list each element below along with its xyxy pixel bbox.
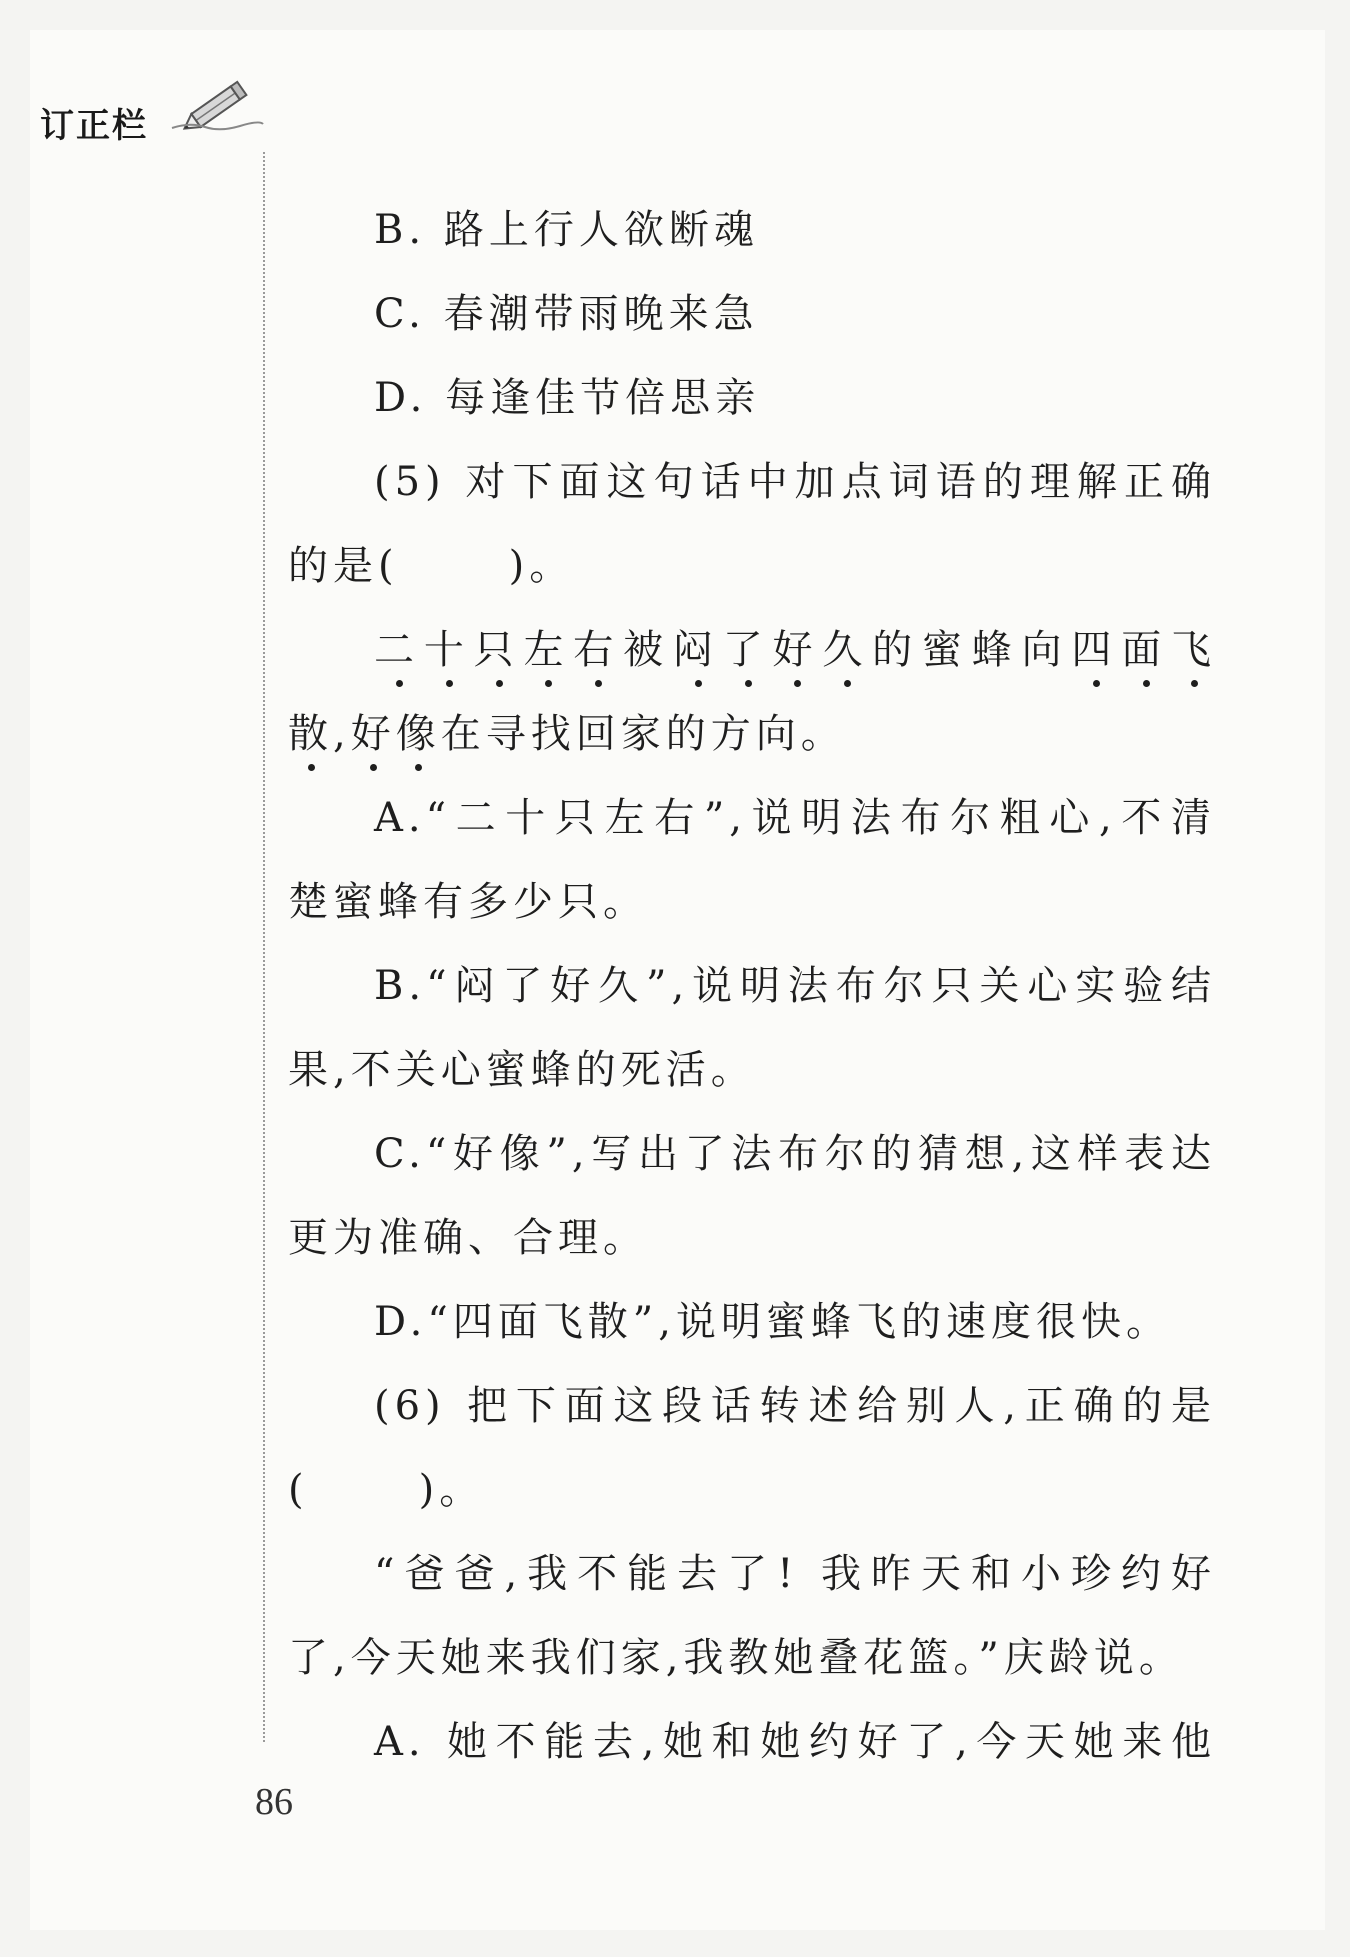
option-b-line: B. 路上行人欲断魂: [374, 207, 759, 253]
quoted-sentence-line-2: 散,好像在寻找回家的方向。: [288, 711, 846, 757]
dialogue-line-2: 了,今天她来我们家,我教她叠花篮。”庆龄说。: [288, 1635, 1184, 1681]
option-d2-line: D.“四面飞散”,说明蜜蜂飞的速度很快。: [374, 1299, 1171, 1345]
quoted-sentence-line-1: 二十只左右被闷了好久的蜜蜂向四面飞: [374, 627, 1216, 673]
question-6-line-2: ( )。: [288, 1467, 485, 1513]
correction-column-title: 订正栏: [40, 106, 148, 146]
option-b2-line-1: B.“闷了好久”,说明法布尔只关心实验结: [374, 963, 1216, 1009]
text-body: [288, 188, 1216, 1784]
pencil-icon: [170, 80, 265, 135]
option-b2-line-2: 果,不关心蜜蜂的死活。: [288, 1047, 756, 1093]
margin-divider: [263, 152, 265, 1742]
option-c2-line-2: 更为准确、合理。: [288, 1215, 648, 1261]
option-a-line-1: A.“二十只左右”,说明法布尔粗心,不清: [374, 795, 1216, 841]
option-c-line: C. 春潮带雨晚来急: [374, 291, 759, 337]
question-6-line-1: (6) 把下面这段话转述给别人,正确的是: [374, 1383, 1216, 1429]
option-a-line-2: 楚蜜蜂有多少只。: [288, 879, 648, 925]
page-number: 86: [255, 1781, 293, 1823]
dialogue-line-1: “爸爸,我不能去了! 我昨天和小珍约好: [374, 1551, 1216, 1597]
question-5-line-2: 的是( )。: [288, 543, 575, 589]
question-5-line-1: (5) 对下面这句话中加点词语的理解正确: [374, 459, 1216, 505]
option-c2-line-1: C.“好像”,写出了法布尔的猜想,这样表达: [374, 1131, 1216, 1177]
option-a3-line: A. 她不能去,她和她约好了,今天她来他: [374, 1719, 1216, 1765]
option-d-line: D. 每逢佳节倍思亲: [374, 375, 761, 421]
